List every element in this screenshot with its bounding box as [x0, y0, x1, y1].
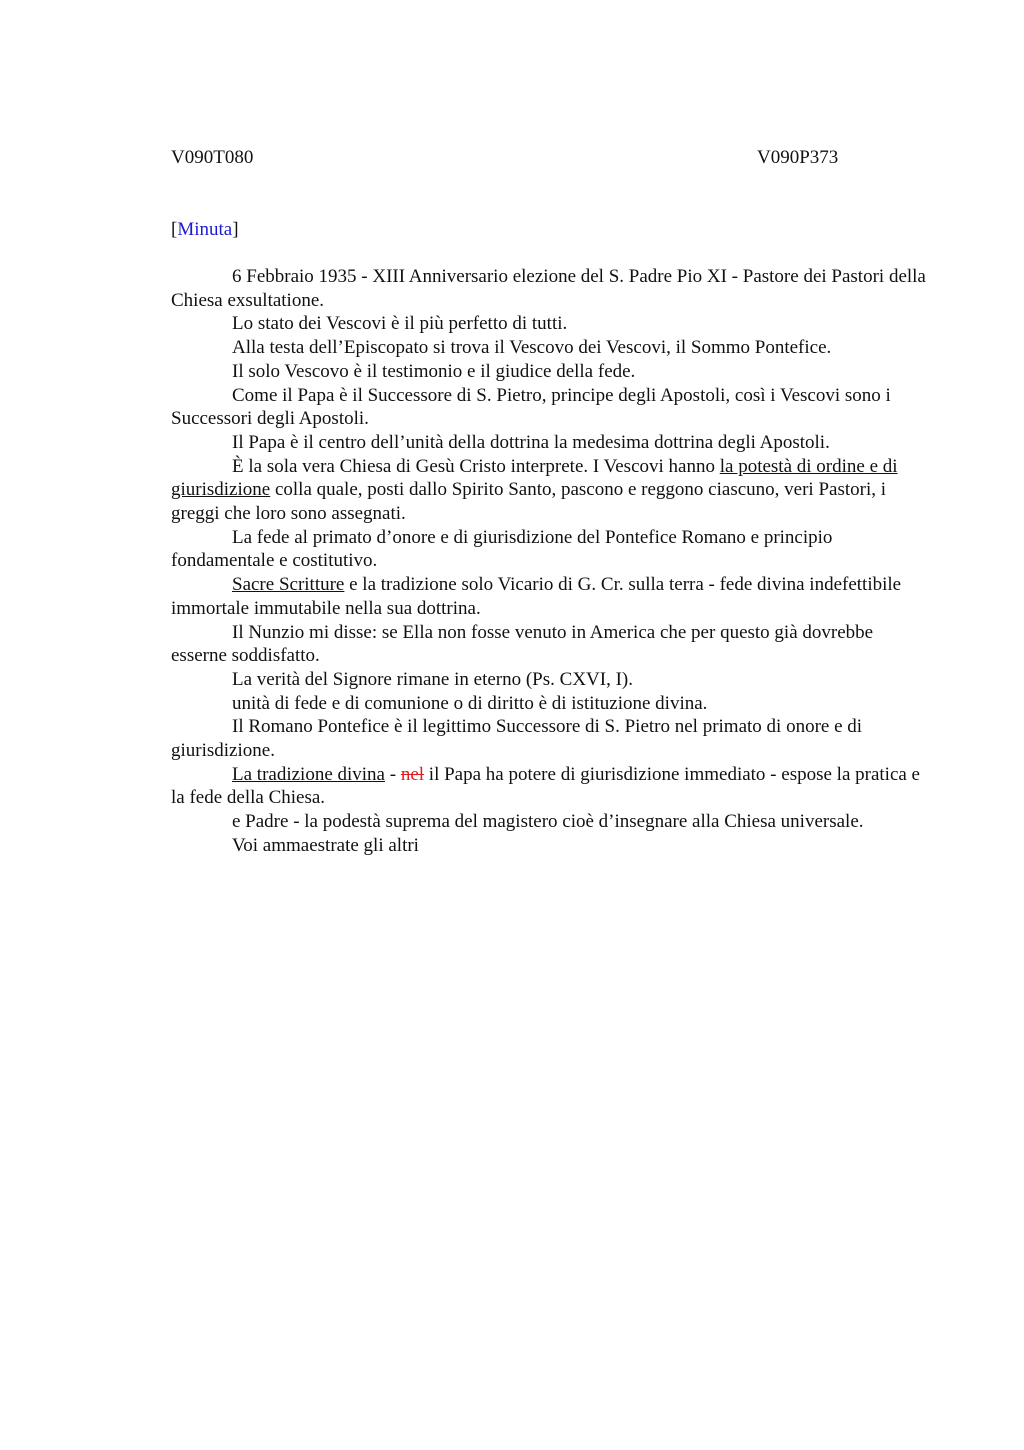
- paragraph: unità di fede e di comunione o di diritto è di istituzione divina.: [232, 692, 708, 714]
- paragraph: La verità del Signore rimane in eterno (Ps. CXVI, I).: [232, 668, 633, 690]
- paragraph: Voi ammaestrate gli altri: [232, 834, 419, 856]
- paragraph: Come il Papa è il Successore di S. Pietro, principe degli Apostoli, così i Vescovi sono i Successori degli Apostoli.: [171, 384, 891, 430]
- underlined-text: La tradizione divina: [232, 763, 385, 785]
- paragraph-text: colla quale, posti dallo Spirito Santo, pascono e reggono ciascuno, veri Pastori, i greggi che loro sono assegnati.: [171, 479, 886, 525]
- document-page: [171, 145, 931, 858]
- minuta-link[interactable]: Minuta: [177, 219, 233, 240]
- paragraph: e Padre - la podestà suprema del magistero cioè d’insegnare alla Chiesa universale.: [232, 811, 864, 833]
- paragraph-text: È la sola vera Chiesa di Gesù Cristo interprete. I Vescovi hanno: [232, 455, 720, 477]
- document-body: [171, 265, 931, 858]
- document-code-right: V090P373: [757, 147, 839, 168]
- document-code-left: V090T080: [171, 147, 254, 168]
- paragraph: [171, 455, 931, 526]
- paragraph: [171, 763, 931, 810]
- deleted-text: nel: [400, 763, 425, 785]
- paragraph-text: il Papa ha potere di giurisdizione immediato - espose la pratica e la fede della Chiesa.: [171, 763, 920, 809]
- paragraph: 6 Febbraio 1935 - XIII Anniversario elezione del S. Padre Pio XI - Pastore dei Pastori della Chiesa exsultatione.: [171, 266, 926, 311]
- paragraph: Alla testa dell’Episcopato si trova il Vescovo dei Vescovi, il Sommo Pontefice.: [232, 337, 832, 359]
- paragraph-text: e la tradizione solo Vicario di G. Cr. sulla terra - fede divina indefettibile immortale immutabile nella sua dottrina.: [171, 574, 902, 619]
- underlined-text: Sacre Scritture: [232, 574, 345, 596]
- paragraph: Il Papa è il centro dell’unità della dottrina la medesima dottrina degli Apostoli.: [232, 431, 830, 453]
- document-header: [171, 145, 931, 171]
- underlined-text: la potestà di ordine e di giurisdizione: [171, 455, 898, 501]
- paragraph: Lo stato dei Vescovi è il più perfetto di tutti.: [232, 313, 568, 335]
- bracket-open: [: [171, 219, 178, 240]
- paragraph: Il Romano Pontefice è il legittimo Successore di S. Pietro nel primato di onore e di giurisdizione.: [171, 716, 863, 762]
- bracket-close: ]: [232, 219, 239, 240]
- minuta-label: [171, 217, 931, 243]
- paragraph: [171, 573, 931, 620]
- separator-text: -: [385, 763, 401, 785]
- paragraph: Il solo Vescovo è il testimonio e il giudice della fede.: [232, 360, 636, 382]
- paragraph: La fede al primato d’onore e di giurisdizione del Pontefice Romano e principio fondamentale e costitutivo.: [171, 526, 833, 572]
- paragraph: Il Nunzio mi disse: se Ella non fosse venuto in America che per questo già dovrebbe esserne soddisfatto.: [171, 621, 874, 667]
